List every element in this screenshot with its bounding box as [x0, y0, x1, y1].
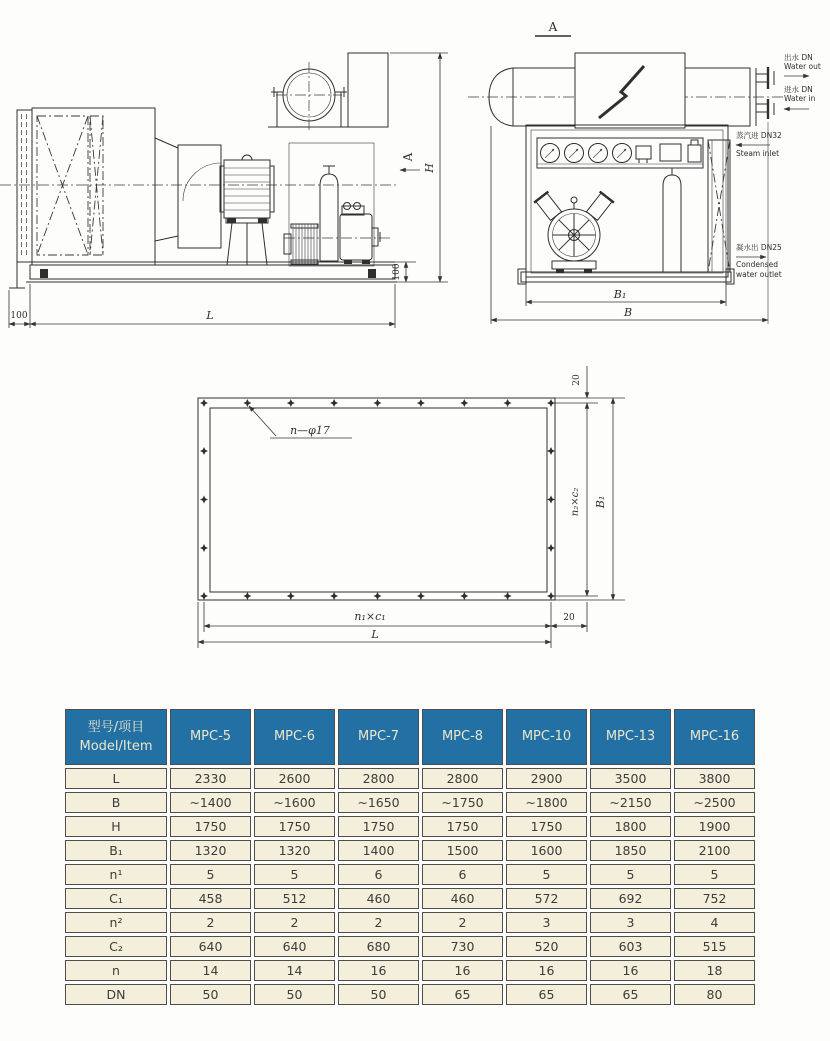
spec-cell: 1320: [170, 840, 251, 861]
spec-cell: 640: [170, 936, 251, 957]
spec-cell: 5: [506, 864, 587, 885]
spec-cell: 80: [674, 984, 755, 1005]
dim-label-l-plan: L: [371, 628, 379, 641]
table-row: [65, 888, 755, 909]
spec-cell: 50: [338, 984, 419, 1005]
row-label: B₁: [65, 840, 167, 861]
dim-label-100-left: 100: [10, 311, 28, 321]
spec-cell: 603: [590, 936, 671, 957]
model-column-header: MPC-13: [590, 709, 671, 765]
spec-cell: 65: [506, 984, 587, 1005]
fan-and-motor: [155, 138, 274, 265]
spec-cell: 692: [590, 888, 671, 909]
compressor-front: [534, 192, 614, 273]
bolt-holes-label: n—φ17: [290, 424, 330, 437]
spec-cell: 5: [590, 864, 671, 885]
spec-cell: 1600: [506, 840, 587, 861]
spec-cell: ~1650: [338, 792, 419, 813]
base-skid: [26, 262, 397, 282]
spec-cell: 50: [254, 984, 335, 1005]
dim-label-n2c2: n₂×c₂: [570, 487, 581, 517]
spec-cell: 2600: [254, 768, 335, 789]
spec-cell: 1750: [170, 816, 251, 837]
spec-cell: 1900: [674, 816, 755, 837]
model-item-header-cell: [65, 709, 167, 765]
section-title: [535, 20, 571, 36]
dim-label-b1-plan: B₁: [594, 495, 607, 509]
spec-cell: 1750: [338, 816, 419, 837]
cylinder-head: [585, 192, 614, 222]
table-row: [65, 816, 755, 837]
spec-cell: 16: [422, 960, 503, 981]
spec-cell: 1320: [254, 840, 335, 861]
water-in-label-en: Water in: [784, 94, 816, 103]
spec-cell: ~2500: [674, 792, 755, 813]
spec-cell: 2100: [674, 840, 755, 861]
spec-cell: 14: [170, 960, 251, 981]
spec-cell: 2: [338, 912, 419, 933]
spec-cell: 5: [170, 864, 251, 885]
spec-cell: 730: [422, 936, 503, 957]
spec-cell: 640: [254, 936, 335, 957]
spec-cell: 16: [338, 960, 419, 981]
dim-label-b1: B₁: [613, 288, 627, 301]
spec-table: [62, 706, 758, 1008]
spec-cell: 1400: [338, 840, 419, 861]
model-column-header: MPC-5: [170, 709, 251, 765]
spec-cell: 3500: [590, 768, 671, 789]
spec-cell: ~1800: [506, 792, 587, 813]
water-out-label-en: Water out: [784, 62, 821, 71]
table-row: [65, 984, 755, 1005]
spec-cell: ~1750: [422, 792, 503, 813]
spec-cell: 1750: [254, 816, 335, 837]
spec-cell: 65: [422, 984, 503, 1005]
spec-cell: 2: [254, 912, 335, 933]
spec-cell: 572: [506, 888, 587, 909]
spec-cell: 515: [674, 936, 755, 957]
spec-cell: 1850: [590, 840, 671, 861]
spec-cell: 1750: [422, 816, 503, 837]
spec-cell: 50: [170, 984, 251, 1005]
row-label: n: [65, 960, 167, 981]
spec-cell: 2: [422, 912, 503, 933]
spec-cell: 2900: [506, 768, 587, 789]
water-out-label-cn: 出水 DN: [784, 53, 813, 62]
air-cooler-section: [9, 108, 155, 288]
row-label: C₁: [65, 888, 167, 909]
connection-labels: [736, 52, 821, 279]
model-column-header: MPC-10: [506, 709, 587, 765]
table-row: [65, 768, 755, 789]
row-label: n²: [65, 912, 167, 933]
section-arrow-label: A: [401, 152, 415, 162]
spec-cell: 460: [422, 888, 503, 909]
spec-cell: ~1600: [254, 792, 335, 813]
cylinder-head: [534, 192, 563, 222]
side-view-drawing: [0, 8, 470, 338]
spec-cell: 2: [170, 912, 251, 933]
condensed-label-en2: water outlet: [736, 270, 782, 279]
spec-cell: 6: [422, 864, 503, 885]
row-label: C₂: [65, 936, 167, 957]
instrument-panel: [537, 138, 703, 168]
model-column-header: MPC-6: [254, 709, 335, 765]
spec-cell: 16: [590, 960, 671, 981]
spec-cell: ~1400: [170, 792, 251, 813]
foundation-frame: [198, 398, 555, 600]
condensed-label-cn: 凝水出 DN25: [736, 243, 782, 252]
condenser-cylinder: [489, 53, 774, 128]
plan-view-drawing: [170, 352, 670, 702]
row-label: L: [65, 768, 167, 789]
model-item-label-cn: 型号/项目: [87, 719, 145, 735]
model-column-header: MPC-7: [338, 709, 419, 765]
water-in-label-cn: 进水 DN: [784, 85, 813, 94]
spec-cell: ~2150: [590, 792, 671, 813]
bolt-holes: [200, 399, 555, 600]
spec-cell: 2330: [170, 768, 251, 789]
dim-label-n1c1: n₁×c₁: [354, 610, 386, 623]
spec-header-row: [65, 709, 755, 765]
fan-housing: [178, 145, 221, 248]
dim-label-20-bottom: 20: [563, 613, 575, 623]
receiver-bottle-front: [663, 168, 681, 272]
spec-cell: 4: [674, 912, 755, 933]
steam-inlet-label-en: Steam inlet: [736, 149, 780, 158]
spec-cell: 1800: [590, 816, 671, 837]
spec-cell: 460: [338, 888, 419, 909]
water-out-nozzle: [756, 67, 774, 89]
row-label: B: [65, 792, 167, 813]
spec-cell: 3: [590, 912, 671, 933]
spec-cell: 680: [338, 936, 419, 957]
spec-cell: 6: [338, 864, 419, 885]
spec-cell: 5: [674, 864, 755, 885]
spec-cell: 520: [506, 936, 587, 957]
steam-chest-box: [575, 53, 685, 128]
receiver-bottle: [320, 174, 338, 261]
compressor-section: [284, 143, 390, 266]
dim-label-h: H: [423, 163, 436, 173]
steam-inlet-label-cn: 蒸汽进 DN32: [736, 131, 782, 140]
row-label: DN: [65, 984, 167, 1005]
condensed-label-en1: Condensed: [736, 260, 778, 269]
spec-cell: 14: [254, 960, 335, 981]
dim-label-20-top: 20: [572, 374, 582, 386]
spec-cell: 5: [254, 864, 335, 885]
exhaust-duct: [348, 53, 388, 127]
x-brace-column: [708, 140, 730, 272]
spec-cell: 3: [506, 912, 587, 933]
end-view-title: A: [548, 20, 558, 34]
spec-cell: 3800: [674, 768, 755, 789]
compressor-body: [340, 214, 372, 260]
holes-callout: [249, 406, 352, 438]
spec-cell: 1750: [506, 816, 587, 837]
table-row: [65, 936, 755, 957]
row-label: H: [65, 816, 167, 837]
dim-label-b: B: [623, 306, 633, 319]
table-row: [65, 840, 755, 861]
spec-cell: 752: [674, 888, 755, 909]
model-column-header: MPC-16: [674, 709, 755, 765]
spec-cell: 65: [590, 984, 671, 1005]
side-view-dimensions: [9, 53, 448, 328]
table-row: [65, 960, 755, 981]
spec-cell: 16: [506, 960, 587, 981]
spec-cell: 2800: [338, 768, 419, 789]
model-column-header: MPC-8: [422, 709, 503, 765]
row-label: n¹: [65, 864, 167, 885]
spec-cell: 458: [170, 888, 251, 909]
spec-cell: 512: [254, 888, 335, 909]
spec-cell: 2800: [422, 768, 503, 789]
dim-label-100-right: 100: [392, 263, 402, 281]
dim-label-l: L: [206, 309, 214, 322]
table-row: [65, 912, 755, 933]
end-view-drawing: [468, 8, 830, 338]
spec-cell: 1500: [422, 840, 503, 861]
spec-table-body: [65, 768, 755, 1005]
pipe-clamp-and-duct: [268, 53, 388, 130]
model-item-label-en: Model/Item: [79, 739, 153, 754]
water-in-nozzle: [756, 99, 774, 119]
spec-cell: 18: [674, 960, 755, 981]
table-row: [65, 864, 755, 885]
table-row: [65, 792, 755, 813]
